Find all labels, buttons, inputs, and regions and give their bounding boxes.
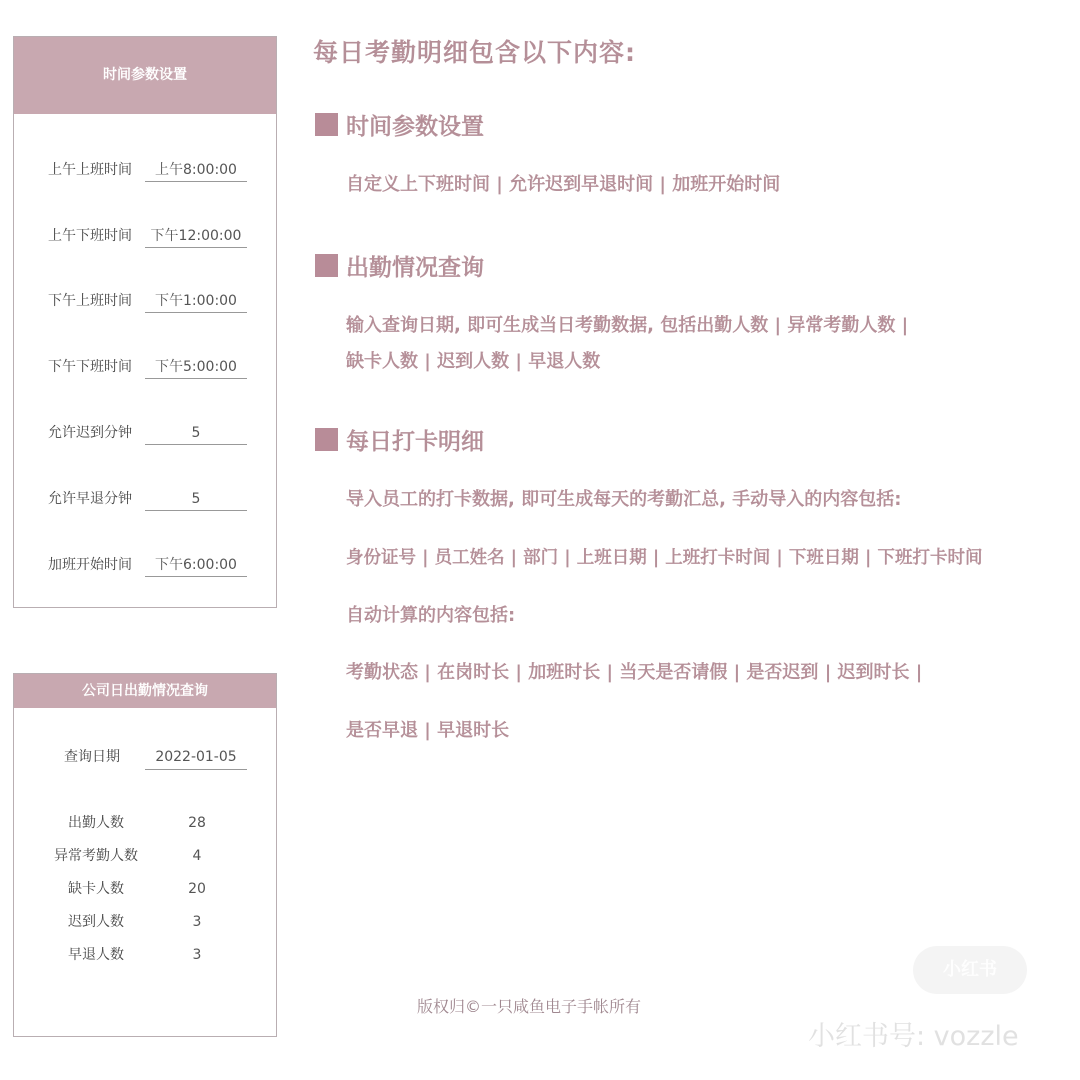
attendance-query-title: 公司日出勤情况查询: [14, 674, 276, 708]
param-value-field[interactable]: 下午12:00:00: [145, 224, 247, 248]
param-row-pm-end: [14, 355, 276, 379]
stat-label: 出勤人数: [68, 815, 124, 831]
section-heading-attendance-query: [315, 249, 484, 281]
square-bullet-icon: [315, 113, 338, 136]
section-heading-text: 出勤情况查询: [346, 255, 484, 281]
square-bullet-icon: [315, 254, 338, 277]
param-row-early-minutes: [14, 487, 276, 511]
stat-label: 缺卡人数: [68, 881, 124, 897]
stat-row-attendance: [14, 813, 276, 833]
section-text: 是否早退 | 早退时长: [346, 720, 510, 741]
param-value-field[interactable]: 5: [145, 487, 247, 511]
stat-value: 3: [192, 914, 202, 930]
param-row-late-minutes: [14, 421, 276, 445]
param-label: 上午下班时间: [48, 228, 132, 244]
param-label: 下午上班时间: [48, 293, 132, 309]
stat-value: 20: [188, 881, 206, 897]
time-settings-panel: [13, 36, 277, 608]
param-label: 上午上班时间: [48, 162, 132, 178]
stat-row-early-leave: [14, 945, 276, 965]
section-heading-daily-punch: [315, 423, 484, 455]
section-text: 自动计算的内容包括:: [346, 605, 516, 626]
param-value-field[interactable]: 下午1:00:00: [145, 289, 247, 313]
param-row-am-start: [14, 158, 276, 182]
stat-label: 迟到人数: [68, 914, 124, 930]
section-text: 输入查询日期, 即可生成当日考勤数据, 包括出勤人数 | 异常考勤人数 |: [346, 315, 909, 336]
param-value-field[interactable]: 下午6:00:00: [145, 553, 247, 577]
stat-label: 异常考勤人数: [54, 848, 138, 864]
attendance-query-panel: [13, 673, 277, 1037]
square-bullet-icon: [315, 428, 338, 451]
param-value-field[interactable]: 5: [145, 421, 247, 445]
stat-label: 早退人数: [68, 947, 124, 963]
param-value-field[interactable]: 下午5:00:00: [145, 355, 247, 379]
query-date-field[interactable]: 2022-01-05: [145, 745, 247, 770]
section-text: 自定义上下班时间 | 允许迟到早退时间 | 加班开始时间: [346, 174, 781, 195]
section-text: 考勤状态 | 在岗时长 | 加班时长 | 当天是否请假 | 是否迟到 | 迟到时长 |: [346, 662, 923, 683]
query-date-label: 查询日期: [64, 749, 120, 765]
param-label: 加班开始时间: [48, 557, 132, 573]
section-heading-text: 时间参数设置: [346, 114, 484, 140]
param-label: 允许早退分钟: [48, 491, 132, 507]
param-label: 允许迟到分钟: [48, 425, 132, 441]
stat-row-late: [14, 912, 276, 932]
stat-value: 4: [192, 848, 202, 864]
stat-row-missing-punch: [14, 879, 276, 899]
section-heading-text: 每日打卡明细: [346, 429, 484, 455]
stat-value: 3: [192, 947, 202, 963]
page-title: 每日考勤明细包含以下内容:: [313, 38, 636, 67]
param-label: 下午下班时间: [48, 359, 132, 375]
section-heading-time-settings: [315, 108, 484, 140]
stat-row-abnormal: [14, 846, 276, 866]
section-text: 身份证号 | 员工姓名 | 部门 | 上班日期 | 上班打卡时间 | 下班日期 | 下班打卡时间: [346, 548, 983, 568]
watermark-badge: 小红书: [913, 946, 1027, 994]
param-value-field[interactable]: 上午8:00:00: [145, 158, 247, 182]
watermark-text: 小红书号: vozzle: [808, 1021, 1019, 1052]
time-settings-title: 时间参数设置: [14, 37, 276, 114]
param-row-am-end: [14, 224, 276, 248]
param-row-pm-start: [14, 289, 276, 313]
copyright-text: 版权归©一只咸鱼电子手帐所有: [417, 997, 642, 1016]
section-text: 导入员工的打卡数据, 即可生成每天的考勤汇总, 手动导入的内容包括:: [346, 489, 902, 510]
stat-value: 28: [188, 815, 206, 831]
param-row-overtime-start: [14, 553, 276, 577]
section-text: 缺卡人数 | 迟到人数 | 早退人数: [346, 351, 601, 372]
